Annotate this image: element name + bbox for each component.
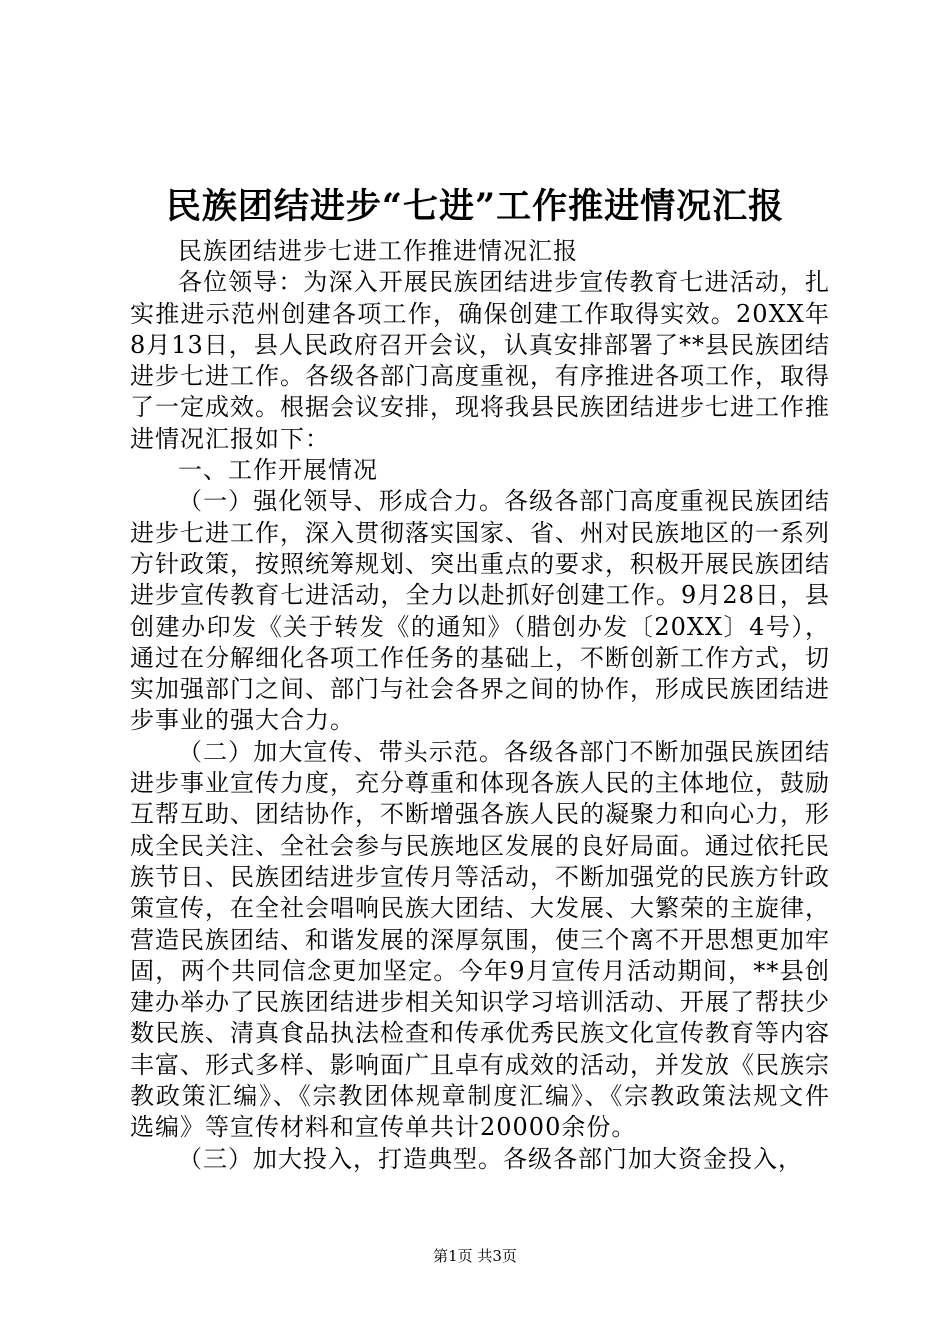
paragraph-item-1: （一）强化领导、形成合力。各级各部门高度重视民族团结进步七进工作，深入贯彻落实国家、省、州对民族地区的一系列方针政策，按照统筹规划、突出重点的要求，积极开展民族团结进步宣传教育七进活动，全力以赴抓好创建工作。9月28日，县创建办印发《关于转发《的通知》（腊创办发〔20XX〕4号），通过在分解细化各项工作任务的基础上，不断创新工作方式，切实加强部门之间、部门与社会各界之间的协作，形成民族团结进步事业的强大合力。: [130, 487, 830, 735]
page-footer: 第1页 共3页: [433, 1247, 517, 1265]
paragraph-opening: 各位领导：为深入开展民族团结进步宣传教育七进活动，扎实推进示范州创建各项工作，确保创建工作取得实效。20XX年8月13日，县人民政府召开会议，认真安排部署了**县民族团结进步七进工作。各级各部门高度重视，有序推进各项工作，取得了一定成效。根据会议安排，现将我县民族团结进步七进工作推进情况汇报如下：: [130, 268, 830, 453]
paragraph-item-3: （三）加大投入，打造典型。各级各部门加大资金投入，: [178, 1144, 803, 1173]
section-heading: 一、工作开展情况: [178, 456, 378, 485]
document-subtitle: 民族团结进步七进工作推进情况汇报: [178, 237, 578, 265]
document-body: [130, 236, 830, 1175]
document-title: 民族团结进步“七进”工作推进情况汇报: [165, 186, 785, 227]
paragraph-item-2: （二）加大宣传、带头示范。各级各部门不断加强民族团结进步事业宣传力度，充分尊重和体现各族人民的主体地位，鼓励互帮互助、团结协作，不断增强各族人民的凝聚力和向心力，形成全民关注、全社会参与民族地区发展的良好局面。通过依托民族节日、民族团结进步宣传月等活动，不断加强党的民族方针政策宣传，在全社会唱响民族大团结、大发展、大繁荣的主旋律，营造民族团结、和谐发展的深厚氛围，使三个离不开思想更加牢固，两个共同信念更加坚定。今年9月宣传月活动期间，**县创建办举办了民族团结进步相关知识学习培训活动、开展了帮扶少数民族、清真食品执法检查和传承优秀民族文化宣传教育等内容丰富、形式多样、影响面广且卓有成效的活动，并发放《民族宗教政策汇编》、《宗教团体规章制度汇编》、《宗教政策法规文件选编》等宣传材料和宣传单共计20000余份。: [130, 737, 830, 1142]
